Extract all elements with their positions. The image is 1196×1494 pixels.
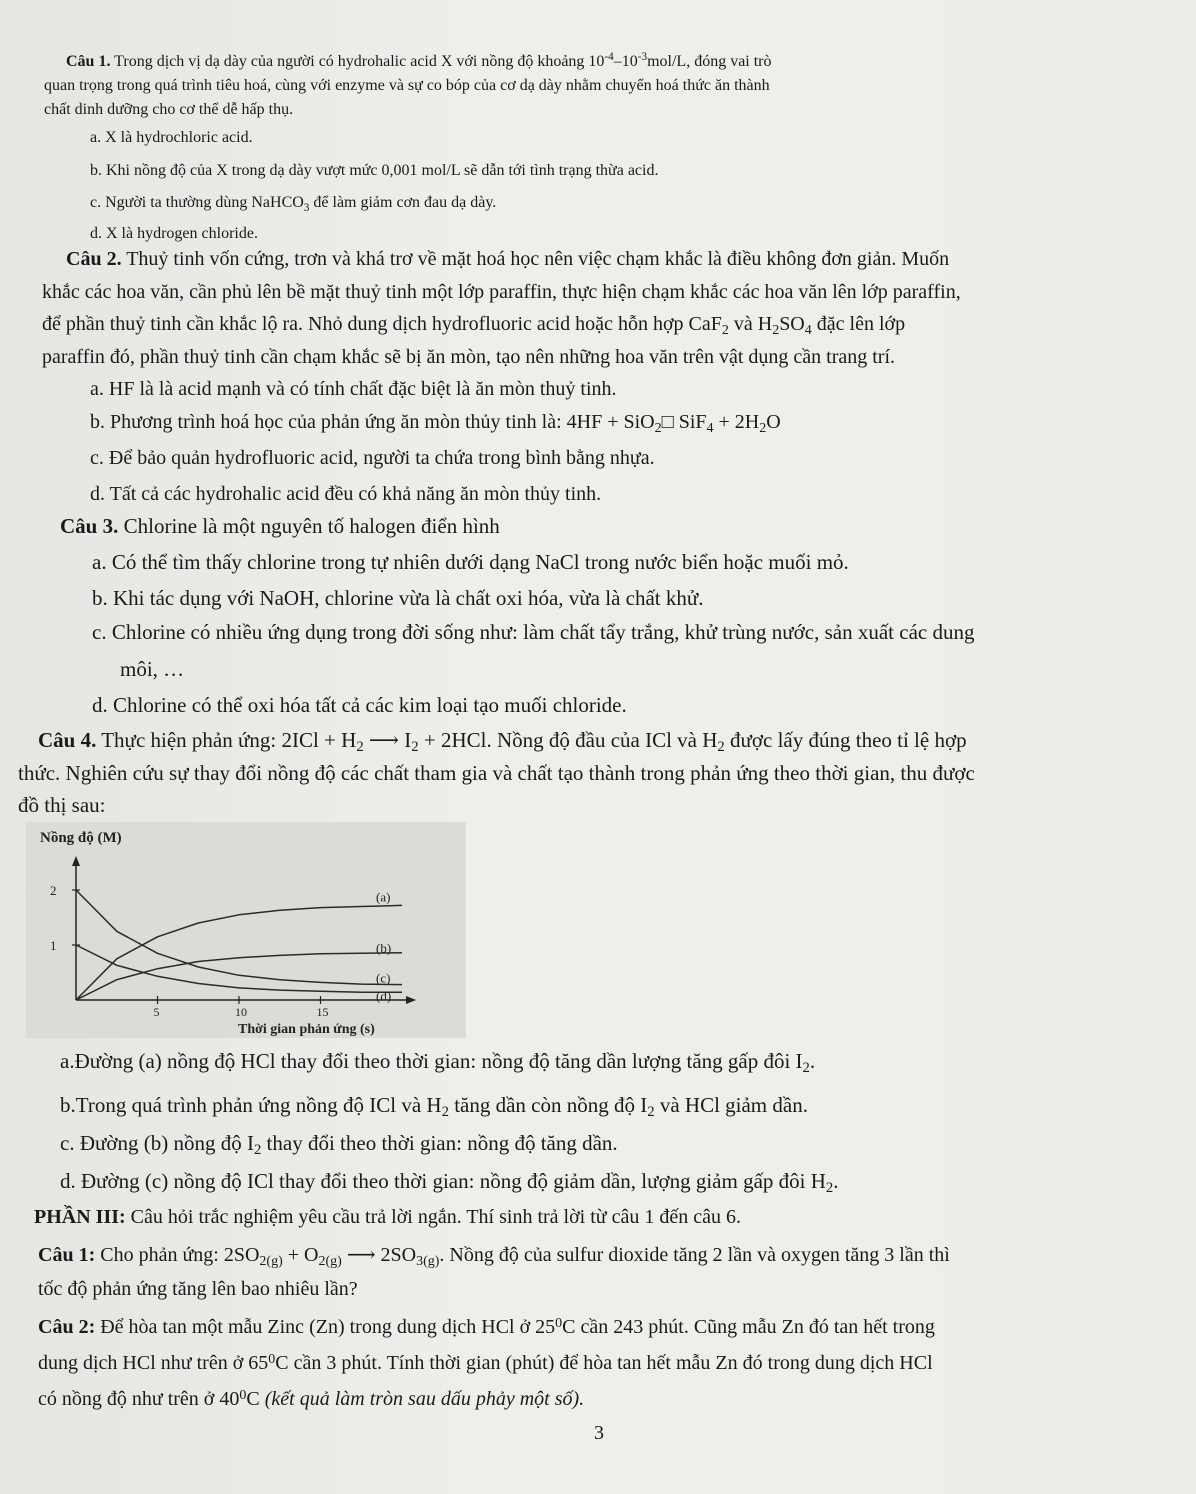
- p3-q1-b: + O: [282, 1244, 319, 1266]
- p3-q1-d: . Nồng độ của sulfur dioxide tăng 2 lần và oxygen tăng 3 lần thì: [439, 1244, 950, 1266]
- p3-q2-sup3: 0: [239, 1388, 247, 1403]
- q2-b-s1: 2: [654, 421, 662, 436]
- q1-c-post: để làm giảm cơn đau dạ dày.: [309, 194, 497, 211]
- concentration-chart: [26, 822, 466, 1038]
- q4-l1-c: + 2HCl. Nồng độ đầu của ICl và H: [418, 728, 718, 752]
- series-label-2: (b): [376, 940, 392, 956]
- q4-b-pre: b.Trong quá trình phản ứng nồng độ ICl và H: [60, 1093, 442, 1117]
- p3-q1-s3: 3(g): [416, 1254, 440, 1269]
- q3-option-d: d. Chlorine có thể oxi hóa tất cả các kim loại tạo muối chloride.: [92, 693, 627, 717]
- q4-option-c: [60, 1130, 618, 1156]
- q2-line-1: [66, 247, 949, 271]
- p3-q2-sup1: 0: [555, 1316, 563, 1331]
- q2-line-3: [42, 312, 905, 336]
- q1-line-1: [66, 52, 772, 72]
- q2-line-2: khắc các hoa văn, cần phủ lên bề mặt thuỷ tinh một lớp paraffin, thực hiện chạm khắc các hoa văn lên lớp paraffin,: [42, 281, 961, 303]
- q4-b-end: và HCl giảm dần.: [654, 1093, 808, 1117]
- q1-option-c: [90, 193, 496, 213]
- q1-text-1: Trong dịch vị dạ dày của người có hydrohalic acid X với nồng độ khoảng 10: [114, 53, 605, 70]
- q4-a-sub: 2: [802, 1060, 810, 1076]
- p3-q1-line-2: tốc độ phản ứng tăng lên bao nhiêu lần?: [38, 1278, 358, 1300]
- p3-q2-line-1: [38, 1315, 935, 1339]
- chart-svg: [26, 822, 466, 1038]
- q2-b-mid: □ SiF: [661, 411, 707, 433]
- p3-q2-sup2: 0: [268, 1352, 276, 1367]
- q4-c-end: thay đổi theo thời gian: nồng độ tăng dần.: [261, 1131, 618, 1155]
- q1-line-2: quan trọng trong quá trình tiêu hoá, cùng với enzyme và sự co bóp của cơ dạ dày nhằm chuyển hoá thức ăn thành: [44, 77, 770, 94]
- q4-l1-s3: 2: [717, 739, 725, 755]
- q3-option-c-2: môi, …: [120, 657, 185, 681]
- q4-b-s2: 2: [647, 1104, 655, 1120]
- q1-mid: –10: [613, 53, 638, 70]
- q4-option-a: [60, 1048, 815, 1074]
- x-tick-label: 15: [316, 1005, 329, 1019]
- series-label-3: (c): [376, 970, 391, 986]
- q2-l3-s3: 4: [804, 323, 812, 338]
- y-tick-label: 1: [50, 938, 57, 953]
- series-label-1: (a): [376, 889, 391, 905]
- q4-a-end: .: [809, 1049, 816, 1073]
- p3-q2-line-3: [38, 1387, 584, 1411]
- q3-title: Câu 3.: [60, 514, 119, 538]
- q1-exp-a: -4: [604, 51, 614, 63]
- q4-a-pre: a.Đường (a) nồng độ HCl thay đổi theo thời gian: nồng độ tăng dần lượng tăng gấp đôi I: [60, 1049, 803, 1073]
- x-tick-label: 5: [153, 1005, 160, 1019]
- q1-option-a: a. X là hydrochloric acid.: [90, 129, 253, 146]
- q4-d-end: .: [833, 1169, 839, 1193]
- x-axis-arrow: [406, 996, 416, 1004]
- q4-line-3: đồ thị sau:: [18, 793, 106, 817]
- q2-l3-a: để phần thuỷ tinh cần khắc lộ ra. Nhỏ dung dịch hydrofluoric acid hoặc hỗn hợp CaF: [42, 313, 722, 335]
- p3-q2-line-2: [38, 1351, 933, 1375]
- q2-b-pre: b. Phương trình hoá học của phản ứng ăn mòn thủy tinh là: 4HF + SiO: [90, 411, 655, 433]
- q2-option-c: c. Để bảo quản hydrofluoric acid, người ta chứa trong bình bằng nhựa.: [90, 447, 655, 469]
- p3-q2-l3a: có nồng độ như trên ở 40: [38, 1388, 240, 1410]
- q2-option-a: a. HF là là acid mạnh và có tính chất đặc biệt là ăn mòn thuỷ tinh.: [90, 378, 617, 400]
- q1-line-3: chất dinh dưỡng cho cơ thể dễ hấp thụ.: [44, 101, 294, 118]
- q4-l1-a: Thực hiện phản ứng: 2ICl + H: [101, 728, 357, 752]
- page-number: 3: [594, 1422, 604, 1444]
- p3-q1-s2: 2(g): [318, 1254, 342, 1269]
- p3-q1-a: Cho phản ứng: 2SO: [95, 1244, 260, 1266]
- q3-option-c-1: c. Chlorine có nhiều ứng dụng trong đời sống như: làm chất tẩy trắng, khử trùng nước, sản xuất các dung: [92, 620, 975, 644]
- p3-q1-c: ⟶ 2SO: [341, 1244, 417, 1266]
- series-line-4: [76, 945, 402, 992]
- q2-b-s3: 2: [759, 421, 767, 436]
- p3-q2-l2a: dung dịch HCl như trên ở 65: [38, 1352, 269, 1374]
- q2-title: Câu 2.: [66, 248, 122, 270]
- q4-option-d: [60, 1168, 839, 1194]
- q4-c-sub: 2: [253, 1142, 262, 1158]
- series-line-2: [76, 953, 402, 1000]
- q4-l1-s2: 2: [411, 739, 419, 755]
- q3-option-b: b. Khi tác dụng với NaOH, chlorine vừa là chất oxi hóa, vừa là chất khử.: [92, 586, 704, 610]
- chart-axes: [50, 856, 416, 1019]
- q4-l1-d: được lấy đúng theo tỉ lệ hợp: [724, 728, 967, 752]
- p3-q1-line-1: [38, 1243, 950, 1267]
- y-axis-arrow: [72, 856, 80, 866]
- q1-option-d: d. X là hydrogen chloride.: [90, 225, 258, 242]
- q2-b-s2: 4: [706, 421, 714, 436]
- chart-xlabel: Thời gian phản ứng (s): [238, 1022, 375, 1037]
- p3-q2-l3c: (kết quả làm tròn sau dấu phảy một số).: [264, 1388, 585, 1410]
- q1-c-sub: 3: [303, 202, 310, 214]
- q2-option-b: [90, 410, 781, 434]
- q4-d-pre: d. Đường (c) nồng độ ICl thay đổi theo thời gian: nồng độ giảm dần, lượng giảm gấp đôi H: [60, 1169, 826, 1193]
- q1-end: mol/L, đóng vai trò: [647, 53, 772, 70]
- q3-text-1: Chlorine là một nguyên tố halogen điển hình: [123, 514, 500, 538]
- q4-line-2: thức. Nghiên cứu sự thay đổi nồng độ các chất tham gia và chất tạo thành trong phản ứng theo thời gian, thu được: [18, 761, 975, 785]
- q1-c-pre: c. Người ta thường dùng NaHCO: [90, 194, 304, 211]
- chart-ylabel: Nồng độ (M): [40, 830, 122, 846]
- q4-option-b: [60, 1092, 808, 1118]
- q4-l1-s1: 2: [356, 739, 364, 755]
- q4-line-1: [38, 727, 967, 753]
- x-tick-label: 10: [235, 1005, 247, 1019]
- q2-l3-s2: 2: [772, 323, 780, 338]
- q2-text-1: Thuỷ tinh vốn cứng, trơn và khá trơ về mặt hoá học nên việc chạm khắc là điều không đơn giản. Muốn: [126, 248, 950, 270]
- p3-q2-title: Câu 2:: [38, 1316, 96, 1338]
- q3-line-1: [60, 513, 500, 539]
- q2-l3-c: SO: [779, 313, 805, 335]
- q1-exp-b: -3: [637, 51, 648, 63]
- q3-option-a: a. Có thể tìm thấy chlorine trong tự nhiên dưới dạng NaCl trong nước biển hoặc muối mỏ.: [92, 550, 849, 574]
- q2-l3-b: và H: [728, 313, 773, 335]
- q4-d-sub: 2: [825, 1180, 834, 1196]
- p3-q1-title: Câu 1:: [38, 1244, 96, 1266]
- q4-title: Câu 4.: [38, 728, 97, 752]
- q4-c-pre: c. Đường (b) nồng độ I: [60, 1131, 254, 1155]
- series-label-4: (d): [376, 988, 392, 1004]
- q4-b-s1: 2: [441, 1104, 449, 1120]
- q2-b-mid2: + 2H: [713, 411, 760, 433]
- q1-title: Câu 1.: [66, 53, 111, 70]
- part3-title: PHẦN III:: [34, 1206, 126, 1228]
- q4-l1-b: ⟶ I: [363, 728, 412, 752]
- q4-b-mid: tăng dần còn nồng độ I: [448, 1093, 648, 1117]
- part3-header: [34, 1205, 741, 1229]
- y-tick-label: 2: [50, 883, 57, 898]
- q2-b-end: O: [766, 411, 781, 433]
- q2-l3-s1: 2: [721, 323, 729, 338]
- q2-option-d: d. Tất cả các hydrohalic acid đều có khả năng ăn mòn thủy tinh.: [90, 483, 602, 505]
- q2-l3-d: đặc lên lớp: [811, 313, 906, 335]
- p3-q2-b: C cần 243 phút. Cũng mẫu Zn đó tan hết trong: [562, 1316, 935, 1338]
- p3-q2-a: Để hòa tan một mẫu Zinc (Zn) trong dung dịch HCl ở 25: [95, 1316, 556, 1338]
- part3-text: Câu hỏi trắc nghiệm yêu cầu trả lời ngắn. Thí sinh trả lời từ câu 1 đến câu 6.: [125, 1206, 742, 1228]
- p3-q1-s1: 2(g): [259, 1254, 283, 1269]
- q2-line-4: paraffin đó, phần thuỷ tinh cần chạm khắc sẽ bị ăn mòn, tạo nên những hoa văn trên vật dụng cần trang trí.: [42, 346, 895, 368]
- series-line-3: [76, 890, 402, 985]
- chart-lines: [76, 889, 402, 1003]
- p3-q2-l2b: C cần 3 phút. Tính thời gian (phút) để hòa tan hết mẫu Zn đó trong dung dịch HCl: [275, 1352, 933, 1374]
- p3-q2-l3b: C: [246, 1388, 265, 1410]
- q1-option-b: b. Khi nồng độ của X trong dạ dày vượt mức 0,001 mol/L sẽ dẫn tới tình trạng thừa acid.: [90, 162, 659, 179]
